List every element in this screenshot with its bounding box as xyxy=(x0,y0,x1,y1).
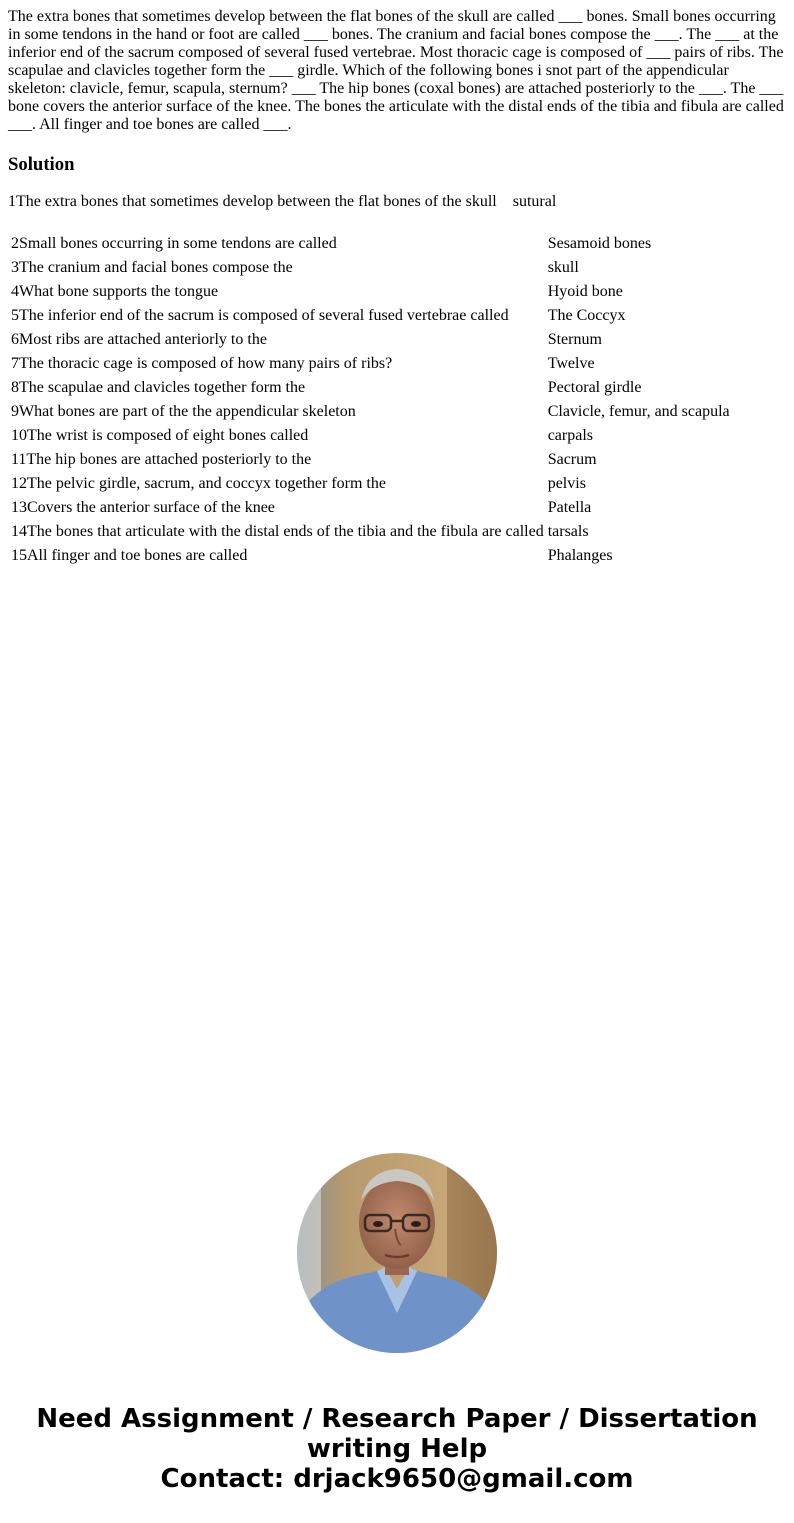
first-answer-line xyxy=(8,193,556,211)
answer-question: 15All finger and toe bones are called xyxy=(11,547,248,564)
answer-question: 10The wrist is composed of eight bones called xyxy=(11,427,309,444)
answer-value: Patella xyxy=(547,499,592,516)
table-row xyxy=(10,329,730,351)
promo-line-1: Need Assignment / Research Paper / Dissertation xyxy=(36,1404,758,1434)
answer-question: 5The inferior end of the sacrum is composed of several fused vertebrae called xyxy=(11,307,509,324)
table-row xyxy=(10,521,730,543)
answer-question: 13Covers the anterior surface of the knee xyxy=(11,499,275,516)
answer-value: tarsals xyxy=(547,523,589,540)
table-row xyxy=(10,257,730,279)
solution-heading: Solution xyxy=(8,154,75,175)
answer-question: 2Small bones occurring in some tendons are called xyxy=(11,235,337,252)
answer-question: 12The pelvic girdle, sacrum, and coccyx together form the xyxy=(11,475,386,492)
answer-question: 8The scapulae and clavicles together form the xyxy=(11,379,306,396)
table-row xyxy=(10,497,730,519)
table-row xyxy=(10,449,730,471)
table-row xyxy=(10,377,730,399)
answer-question: 14The bones that articulate with the distal ends of the tibia and the fibula are called xyxy=(11,523,544,540)
table-row xyxy=(10,281,730,303)
answer-question: 11The hip bones are attached posteriorly to the xyxy=(11,451,312,468)
promo-contact: Contact: drjack9650@gmail.com xyxy=(160,1464,634,1494)
answers-table xyxy=(8,231,732,569)
answer-value: Hyoid bone xyxy=(547,283,623,300)
answer-value: Sesamoid bones xyxy=(547,235,652,252)
answer-value: Pectoral girdle xyxy=(547,379,642,396)
answer-value: Phalanges xyxy=(547,547,613,564)
answer-question: 9What bones are part of the the appendicular skeleton xyxy=(11,403,356,420)
promo-line-2: writing Help xyxy=(306,1434,488,1464)
first-answer-question: 1The extra bones that sometimes develop between the flat bones of the skull xyxy=(8,193,497,210)
table-row xyxy=(10,545,730,567)
answer-value: Clavicle, femur, and scapula xyxy=(547,403,730,420)
answer-question: 3The cranium and facial bones compose the xyxy=(11,259,293,276)
author-portrait-image xyxy=(297,1153,497,1353)
answer-question: 7The thoracic cage is composed of how many pairs of ribs? xyxy=(11,355,393,372)
table-row xyxy=(10,401,730,423)
table-row xyxy=(10,305,730,327)
answer-question: 4What bone supports the tongue xyxy=(11,283,219,300)
promo-banner xyxy=(0,1404,794,1494)
answer-value: The Coccyx xyxy=(547,307,626,324)
answer-value: Twelve xyxy=(547,355,595,372)
answer-value: skull xyxy=(547,259,579,276)
answer-value: Sacrum xyxy=(547,451,597,468)
answer-question: 6Most ribs are attached anteriorly to the xyxy=(11,331,267,348)
question-text: The extra bones that sometimes develop between the flat bones of the skull are called ___ bones. Small bones occurring in some tendons in the hand or foot are called ___ bones. The cranium and facial bones compose the ___. The ___ at the inferior end of the sacrum composed of several fused vertebrae. Most thoracic cage is composed of ___ pairs of ribs. The scapulae and clavicles together form the ___ girdle. Which of the following bones i snot part of the appendicular skeleton: clavicle, femur, scapula, sternum? ___ The hip bones (coxal bones) are attached posteriorly to the ___. The ___ bone covers the anterior surface of the knee. The bones the articulate with the distal ends of the tibia and fibula are called ___. All finger and toe bones are called ___. xyxy=(8,8,784,133)
table-row xyxy=(10,233,730,255)
table-row xyxy=(10,473,730,495)
answer-value: pelvis xyxy=(547,475,586,492)
first-answer-value: sutural xyxy=(512,193,557,210)
table-row xyxy=(10,425,730,447)
answer-value: carpals xyxy=(547,427,594,444)
answer-value: Sternum xyxy=(547,331,602,348)
table-row xyxy=(10,353,730,375)
author-avatar xyxy=(297,1153,497,1353)
